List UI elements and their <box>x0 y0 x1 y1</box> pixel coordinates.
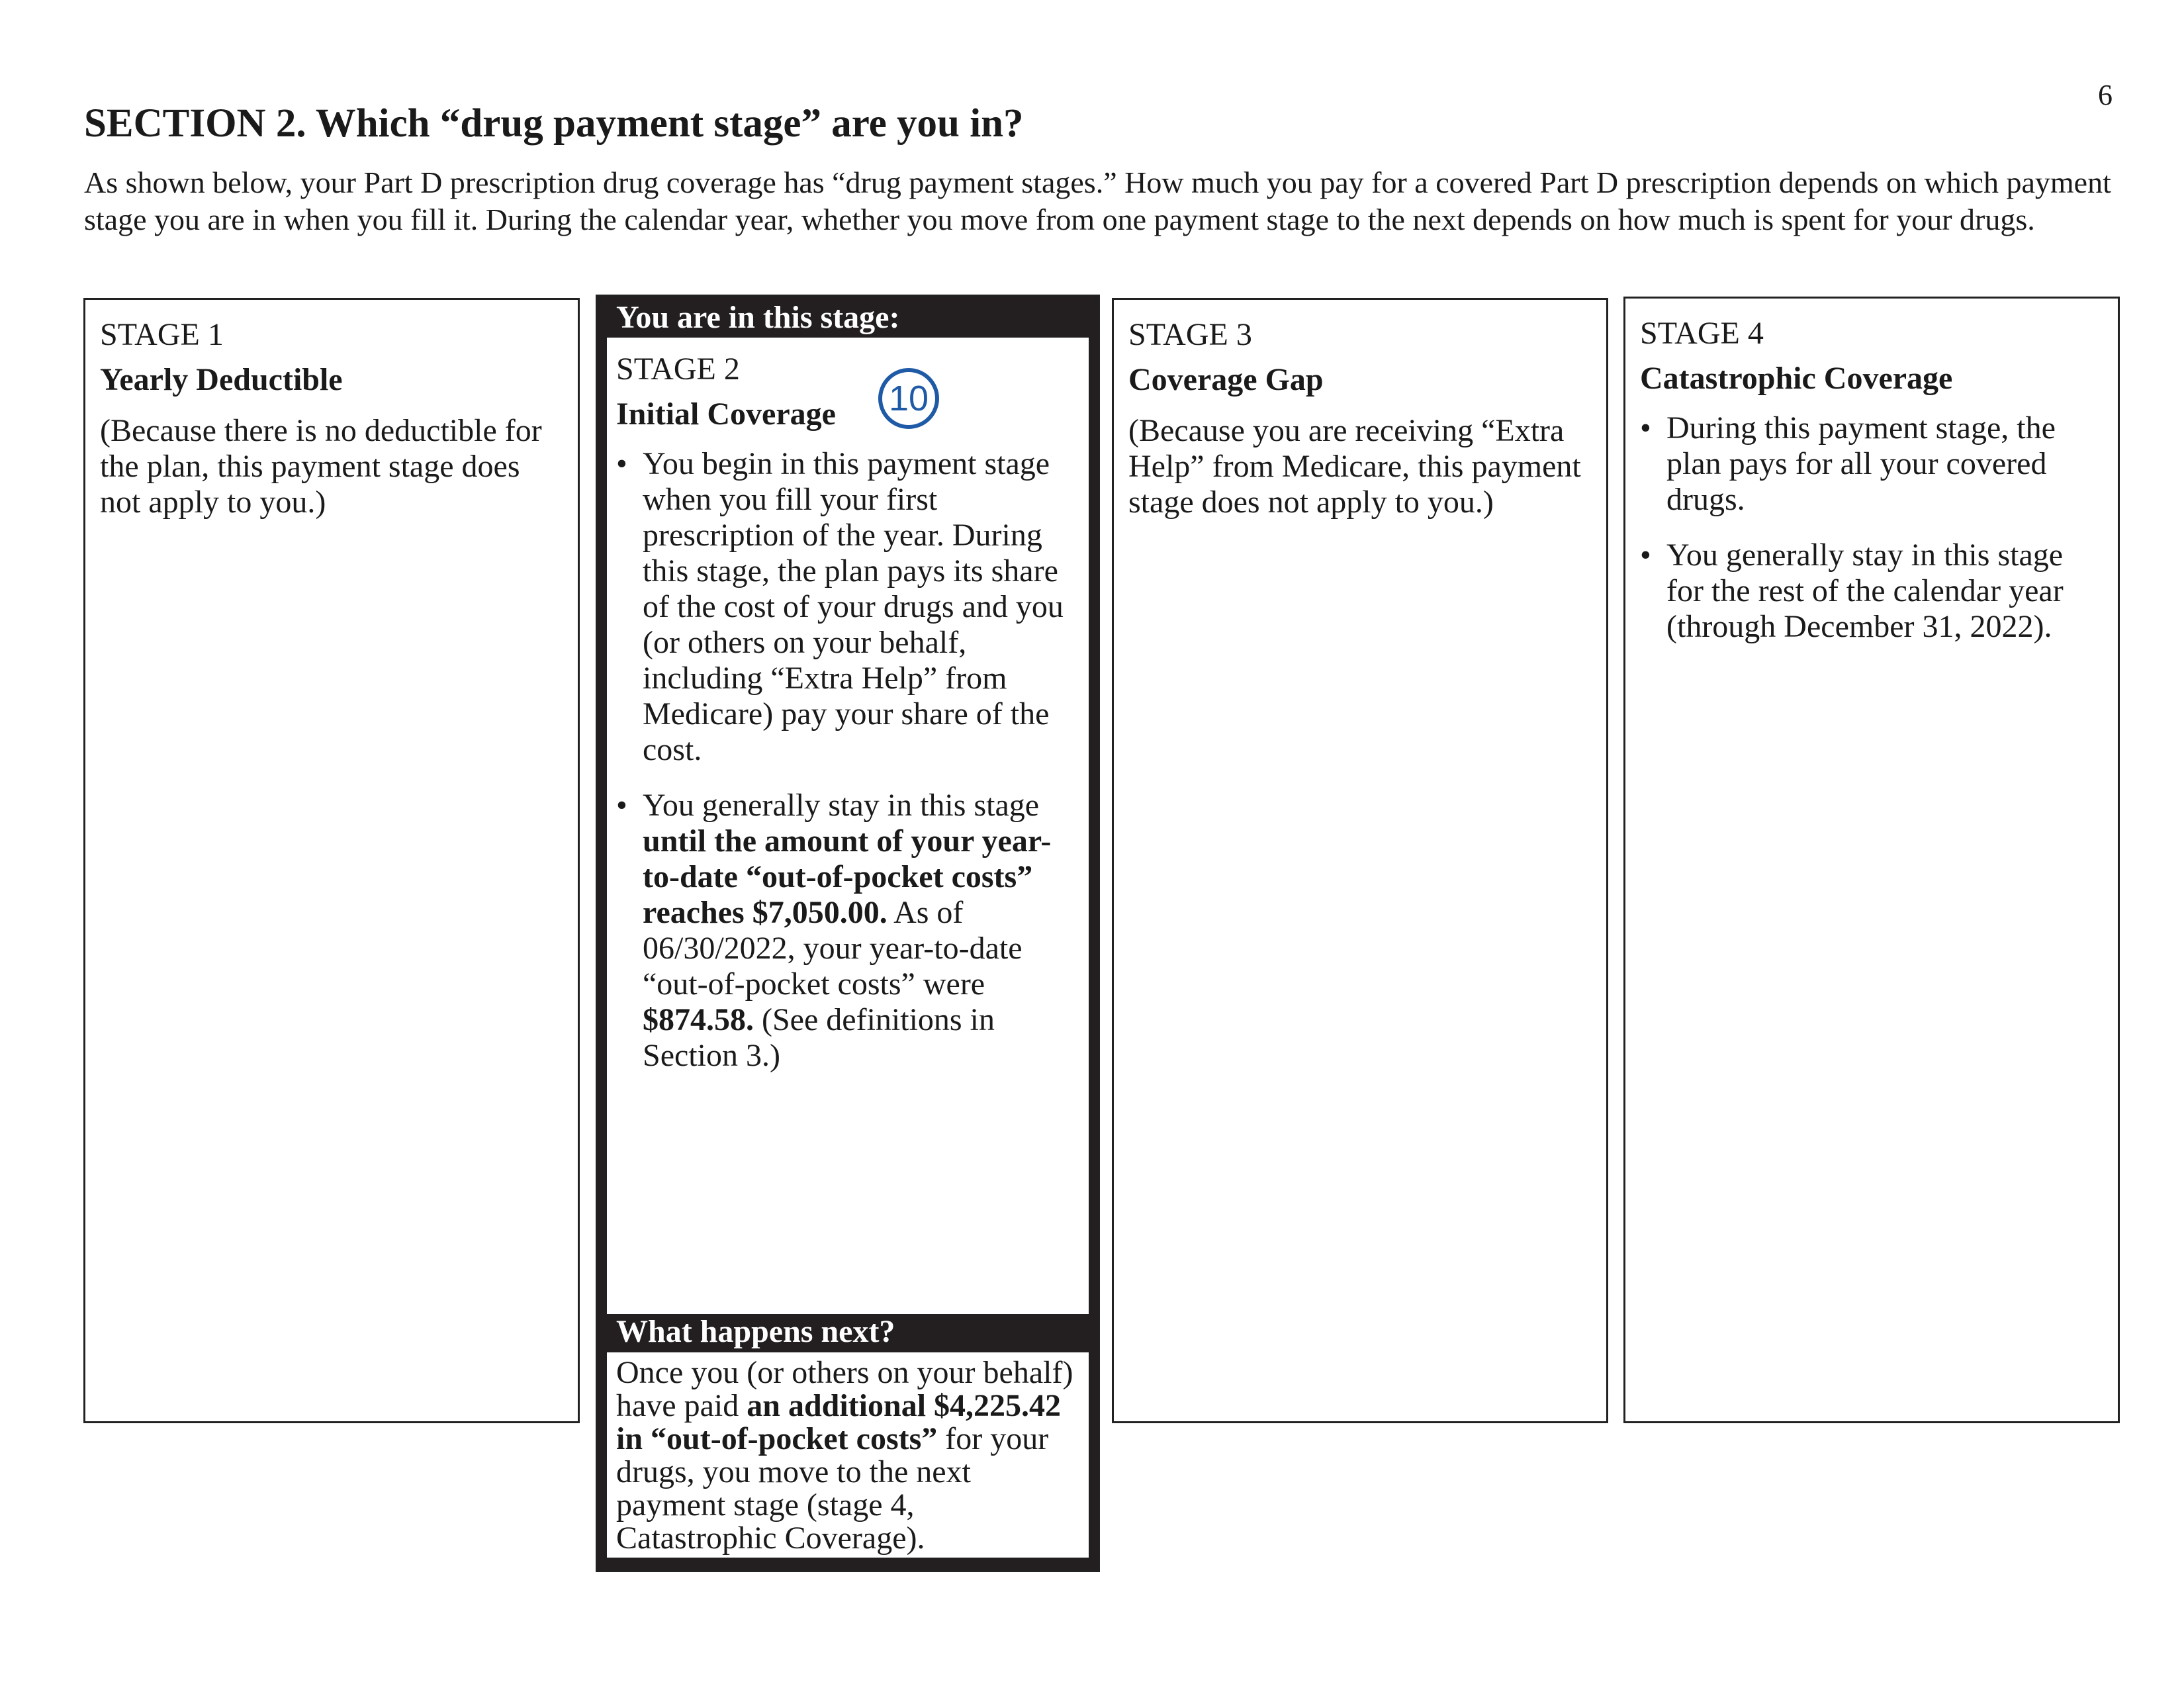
bullet-2-threshold: until the amount of your year-to-date “out-of-pocket costs” reaches $7,050.00. <box>643 823 1052 930</box>
stage-4-bullet-1: • During this payment stage, the plan pays for all your covered drugs. <box>1640 410 2103 518</box>
stage-1-name: Yearly Deductible <box>100 362 343 397</box>
stage-2-content <box>607 338 1089 1314</box>
stage-2-box <box>596 295 1100 1572</box>
stage-2-bullet-2 <box>616 788 1078 1074</box>
stage-1-label: STAGE 1 <box>100 317 224 352</box>
stage-3-box <box>1112 298 1608 1423</box>
stage-2-bullets <box>616 446 1078 1074</box>
number-10-badge-icon: 10 <box>878 368 939 429</box>
stage-4-label: STAGE 4 <box>1640 316 1764 351</box>
stage-4-box <box>1623 297 2120 1423</box>
stage-1-box <box>83 298 580 1423</box>
stage-4-bullet-2: • You generally stay in this stage for the rest of the calendar year (through December 31, 2022). <box>1640 538 2103 645</box>
stage-4-bullets <box>1640 410 2103 645</box>
stage-2-bullet-1: • You begin in this payment stage when you fill your first prescription of the year. During this stage, the plan pays its share of the cost of your drugs and you (or others on your behalf, including “Extra Help” from Medicare) pay your share of the cost. <box>616 446 1078 768</box>
section-title: SECTION 2. Which “drug payment stage” are you in? <box>84 101 1024 146</box>
stage-2-label: STAGE 2 <box>616 352 740 387</box>
stage-2-name: Initial Coverage <box>616 397 836 432</box>
next-pre: Once you (or others on your behalf) have paid <box>616 1355 1073 1423</box>
stage-3-name: Coverage Gap <box>1128 362 1324 397</box>
stage-4-name: Catastrophic Coverage <box>1640 361 1953 396</box>
bullet-2-post: (See definitions in Section 3.) <box>643 1002 995 1073</box>
next-stage-content <box>607 1352 1089 1558</box>
bullet-2-pre: You generally stay in this stage <box>643 788 1040 823</box>
stage-1-note: (Because there is no deductible for the plan, this payment stage does not apply to you.) <box>100 413 542 520</box>
stage-3-label: STAGE 3 <box>1128 317 1252 352</box>
next-post: for your drugs, you move to the next payment stage (stage 4, Catastrophic Coverage). <box>616 1421 1049 1556</box>
current-stage-header: You are in this stage: <box>616 300 900 335</box>
page-number: 6 <box>2098 79 2113 111</box>
bullet-2-amount: $874.58. <box>643 1002 754 1037</box>
next-amount: an additional $4,225.42 in “out-of-pocket costs” <box>616 1388 1062 1456</box>
bullet-2-mid: As of 06/30/2022, your year-to-date “out-of-pocket costs” were <box>643 895 1023 1002</box>
intro-paragraph: As shown below, your Part D prescription drug coverage has “drug payment stages.” How much you pay for a covered Part D prescription depends on which payment stage you are in when you fill it. During the calendar year, whether you move from one payment stage to the next depends on how much is spent for your drugs. <box>84 165 2111 236</box>
next-stage-header: What happens next? <box>616 1314 895 1349</box>
stage-3-note: (Because you are receiving “Extra Help” from Medicare, this payment stage does not apply to you.) <box>1128 413 1581 520</box>
